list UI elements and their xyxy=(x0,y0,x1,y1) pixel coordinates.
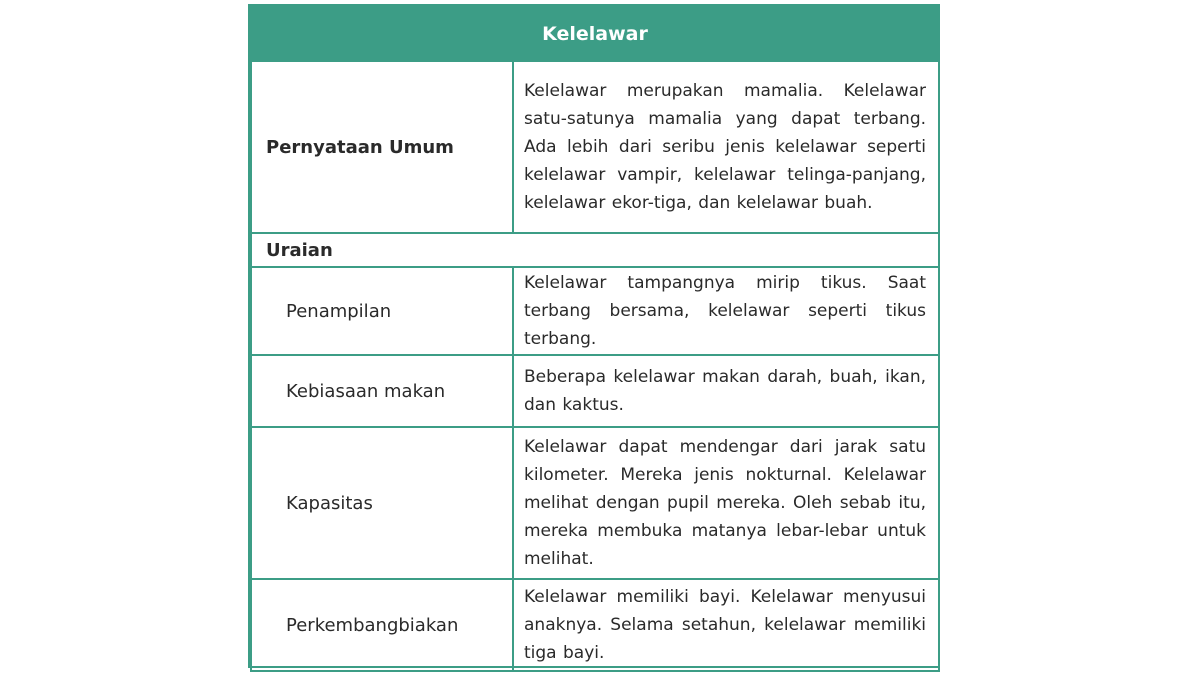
table-row-uraian xyxy=(251,233,939,267)
table-row-kebiasaan-makan xyxy=(251,355,939,427)
row-text-penampilan: Kelelawar tampangnya mirip tikus. Saat terbang bersama, kelelawar seperti tikus terbang. xyxy=(513,267,939,355)
row-text-kapasitas: Kelelawar dapat mendengar dari jarak satu kilometer. Mereka jenis nokturnal. Kelelawar melihat dengan pupil mereka. Oleh sebab itu, mereka membuka matanya lebar-lebar untuk melihat. xyxy=(513,427,939,579)
row-text-kebiasaan-makan: Beberapa kelelawar makan darah, buah, ikan, dan kaktus. xyxy=(513,355,939,427)
row-label-perkembangbiakan: Perkembangbiakan xyxy=(251,579,513,671)
kelelawar-table-container xyxy=(248,4,940,668)
table-row-pernyataan-umum xyxy=(251,61,939,233)
kelelawar-table xyxy=(250,6,940,672)
row-text-pernyataan-umum: Kelelawar merupakan mamalia. Kelelawar satu-satunya mamalia yang dapat terbang. Ada lebih dari seribu jenis kelelawar seperti kelelawar vampir, kelelawar telinga-panjang, kelelawar ekor-tiga, dan kelelawar buah. xyxy=(513,61,939,233)
row-label-penampilan: Penampilan xyxy=(251,267,513,355)
row-label-kebiasaan-makan: Kebiasaan makan xyxy=(251,355,513,427)
row-label-kapasitas: Kapasitas xyxy=(251,427,513,579)
row-text-perkembangbiakan: Kelelawar memiliki bayi. Kelelawar menyusui anaknya. Selama setahun, kelelawar memiliki tiga bayi. xyxy=(513,579,939,671)
table-title: Kelelawar xyxy=(251,7,939,61)
table-header-row xyxy=(251,7,939,61)
row-label-pernyataan-umum: Pernyataan Umum xyxy=(251,61,513,233)
table-row-perkembangbiakan xyxy=(251,579,939,671)
table-row-kapasitas xyxy=(251,427,939,579)
section-label-uraian: Uraian xyxy=(251,233,939,267)
table-row-penampilan xyxy=(251,267,939,355)
